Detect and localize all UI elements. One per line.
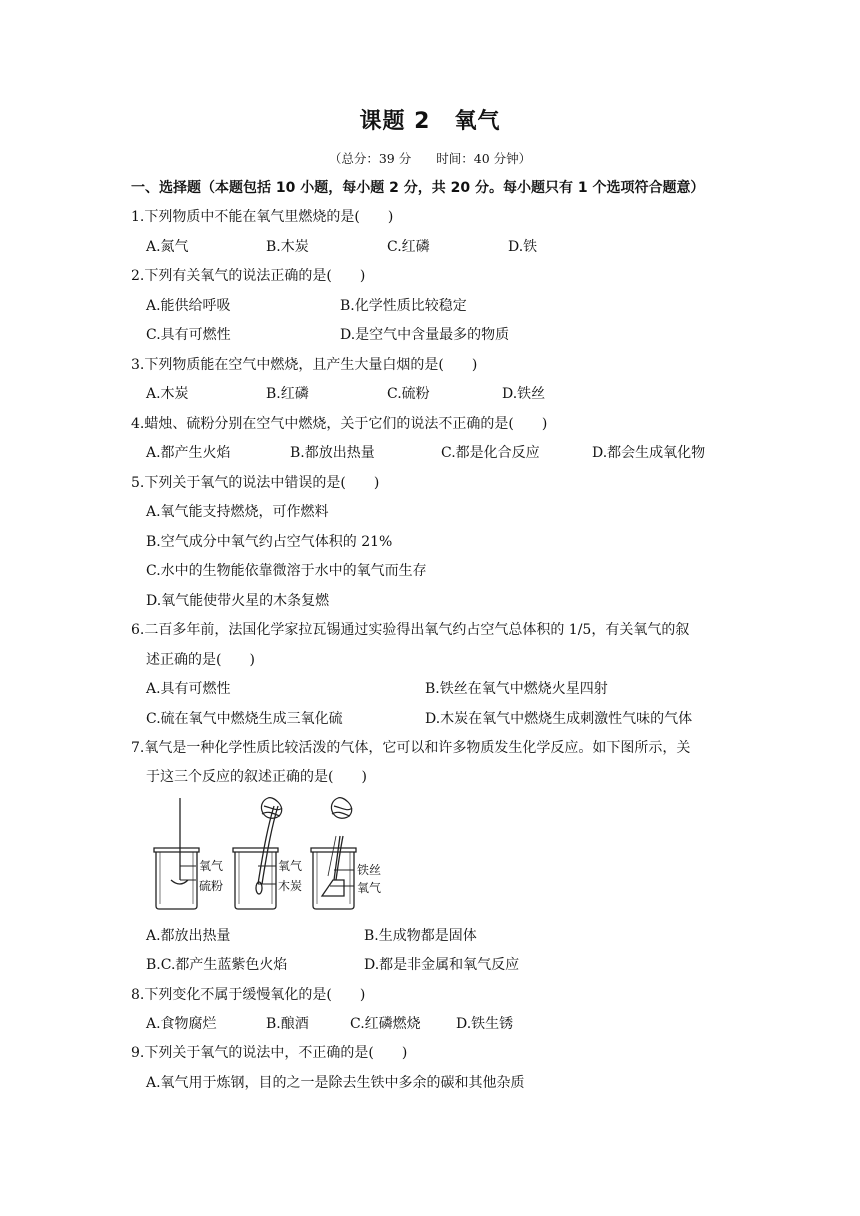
- q9-option-a: A.氧气用于炼钢，目的之一是除去生铁中多余的碳和其他杂质: [146, 1075, 525, 1091]
- q5-option-b: B.空气成分中氧气约占空气体积的 21%: [146, 534, 393, 550]
- q7-option-c: B.C.都产生蓝紫色火焰: [146, 957, 288, 973]
- jar-2: [235, 852, 276, 909]
- q7-option-b: B.生成物都是固体: [364, 928, 477, 944]
- question-4: 4.蜡烛、硫粉分别在空气中燃烧，关于它们的说法不正确的是( ): [131, 416, 548, 432]
- page-title: [0, 104, 860, 135]
- title-lesson: 课题 2: [359, 109, 431, 134]
- q1-option-a: A.氮气: [146, 239, 189, 255]
- jar1-label-substance: 硫粉: [199, 879, 224, 893]
- q8-option-c: C.红磷燃烧: [350, 1016, 421, 1032]
- q1-option-d: D.铁: [508, 239, 538, 255]
- q2-option-a: A.能供给呼吸: [146, 298, 231, 314]
- q8-option-d: D.铁生锈: [456, 1016, 514, 1032]
- q4-option-b: B.都放出热量: [290, 445, 375, 461]
- question-8: 8.下列变化不属于缓慢氧化的是( ): [131, 987, 366, 1003]
- q8-option-a: A.食物腐烂: [146, 1016, 217, 1032]
- q8-option-b: B.酿酒: [266, 1016, 309, 1032]
- q5-option-d: D.氧气能使带火星的木条复燃: [146, 593, 330, 609]
- jar2-label-gas: 氧气: [278, 859, 303, 873]
- q5-option-c: C.水中的生物能依靠微溶于水中的氧气而生存: [146, 563, 427, 579]
- q5-option-a: A.氧气能支持燃烧，可作燃料: [146, 504, 329, 520]
- q4-option-d: D.都会生成氧化物: [592, 445, 706, 461]
- q3-option-c: C.硫粉: [387, 386, 430, 402]
- q2-option-c: C.具有可燃性: [146, 327, 231, 343]
- q3-option-a: A.木炭: [146, 386, 189, 402]
- question-9: 9.下列关于氧气的说法中，不正确的是( ): [131, 1045, 408, 1061]
- question-7-cont: 于这三个反应的叙述正确的是( ): [146, 769, 367, 785]
- question-1: 1.下列物质中不能在氧气里燃烧的是( ): [131, 209, 394, 225]
- q3-option-d: D.铁丝: [502, 386, 546, 402]
- tongs-2: [331, 798, 352, 819]
- q6-option-a: A.具有可燃性: [146, 681, 231, 697]
- q6-option-c: C.硫在氧气中燃烧生成三氧化硫: [146, 711, 343, 727]
- question-7: 7.氧气是一种化学性质比较活泼的气体，它可以和许多物质发生化学反应。如下图所示，关: [131, 740, 691, 756]
- jar2-label-substance: 木炭: [278, 879, 303, 893]
- q1-option-b: B.木炭: [266, 239, 309, 255]
- q1-option-c: C.红磷: [387, 239, 430, 255]
- section-heading: 一、选择题（本题包括 10 小题，每小题 2 分，共 20 分。每小题只有 1 个选项符合题意）: [131, 180, 705, 196]
- q6-option-d: D.木炭在氧气中燃烧生成刺激性气味的气体: [425, 711, 693, 727]
- question-2: 2.下列有关氧气的说法正确的是( ): [131, 268, 366, 284]
- question-5: 5.下列关于氧气的说法中错误的是( ): [131, 475, 380, 491]
- q6-option-b: B.铁丝在氧气中燃烧火星四射: [425, 681, 608, 697]
- q3-option-b: B.红磷: [266, 386, 309, 402]
- score-time-note: （总分：39 分 时间：40 分钟）: [328, 151, 532, 166]
- q4-option-a: A.都产生火焰: [146, 445, 231, 461]
- question-6-cont: 述正确的是( ): [146, 652, 255, 668]
- title-topic: 氧气: [454, 109, 501, 134]
- combustion-figure: [140, 796, 400, 916]
- q4-option-c: C.都是化合反应: [441, 445, 540, 461]
- jar1-label-gas: 氧气: [199, 859, 224, 873]
- q2-option-b: B.化学性质比较稳定: [340, 298, 467, 314]
- q2-option-d: D.是空气中含量最多的物质: [340, 327, 510, 343]
- jar3-label-gas: 氧气: [357, 881, 382, 895]
- jar3-label-substance: 铁丝: [357, 863, 382, 877]
- question-6: 6.二百多年前，法国化学家拉瓦锡通过实验得出氧气约占空气总体积的 1/5，有关氧气的叙: [131, 622, 690, 638]
- q7-option-d: D.都是非金属和氧气反应: [364, 957, 520, 973]
- question-3: 3.下列物质能在空气中燃烧，且产生大量白烟的是( ): [131, 357, 478, 373]
- q7-option-a: A.都放出热量: [146, 928, 231, 944]
